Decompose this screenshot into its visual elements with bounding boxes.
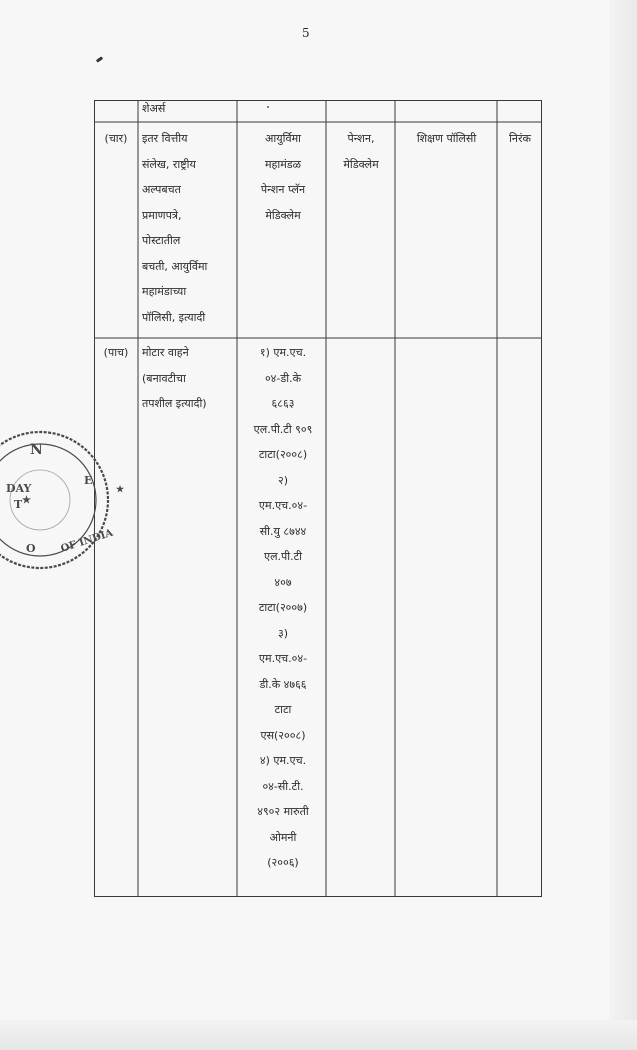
detail-line: २) (277, 473, 288, 487)
detail-line: ३) (277, 626, 288, 640)
row-4-col5: शिक्षण पॉलिसी (416, 132, 477, 145)
row-4-desc-line: अल्पबचत (142, 183, 181, 196)
detail-line: टाटा (274, 703, 292, 716)
detail-line: ४९०२ मारुती (257, 805, 309, 818)
row-5-details (242, 340, 324, 876)
stamp-left-text: DAY (6, 482, 32, 495)
page-number: 5 (302, 26, 310, 40)
detail-line: सी.यु ८७४४ (259, 524, 307, 538)
detail-line: ४०७ (274, 575, 292, 589)
stamp-bottom-left: O (26, 542, 36, 555)
detail-line: एम.एच.०४- (258, 499, 308, 512)
stamp-star-right: ★ (116, 485, 125, 495)
row-4-description (142, 126, 232, 330)
text-segment: वित्तीय (161, 132, 188, 145)
row-4-desc-line: पोस्टातील (142, 234, 181, 247)
detail-line: (२००६) (267, 856, 299, 869)
row-4-desc-line (142, 152, 232, 178)
scan-edge-bottom (0, 1020, 637, 1050)
detail-line: एल.पी.टी (263, 550, 303, 563)
detail-line: एस(२००८) (260, 728, 306, 742)
detail-line: मेडिक्लेम (265, 208, 301, 222)
row-4-col4 (330, 126, 392, 177)
row-5-number: (पाच) (103, 346, 129, 359)
scan-edge-right (609, 0, 637, 1050)
row-4-details (242, 126, 324, 228)
row-4-desc-line: बचती, आयुर्विमा (142, 259, 208, 273)
stamp-right-letter: E (84, 474, 93, 487)
pen-mark (96, 56, 103, 62)
detail-line: ०४-सी.टी. (262, 779, 304, 793)
stamp-star-left: ★ (22, 495, 31, 506)
detail-line: टाटा(२००८) (258, 448, 308, 461)
text-segment: वाहने (167, 346, 189, 359)
text-segment: मोटार (142, 346, 165, 359)
row-4-desc-line: महामंडाच्या (142, 285, 187, 298)
row-4-col6: निरंक (509, 132, 531, 145)
row-4-desc-line (142, 126, 232, 152)
text-segment: इतर (142, 132, 159, 145)
stamp-top-letter: N (30, 442, 43, 458)
row-5-description (142, 340, 232, 417)
row-4-desc-line: प्रमाणपत्रे, (142, 208, 182, 222)
detail-line: एल.पी.टी ९०९ (253, 422, 313, 436)
col4-line: मेडिक्लेम (343, 157, 379, 171)
detail-line: महामंडळ (264, 157, 302, 171)
detail-line: आयुर्विमा (264, 132, 301, 145)
detail-line: ०४-डी.के (264, 371, 302, 385)
detail-line: एम.एच.०४- (258, 652, 308, 665)
row-4-number: (चार) (104, 132, 128, 145)
detail-line: ६८६३ (271, 397, 295, 410)
detail-line: डी.के ४७६६ (259, 677, 307, 691)
row-5-desc-line: तपशील इत्यादी) (142, 397, 207, 410)
text-segment: संलेख, (142, 157, 170, 171)
detail-line: ४) एम.एच. (259, 754, 307, 767)
asset-table (94, 100, 542, 897)
detail-line: ओमनी (269, 830, 297, 844)
text-segment: राष्ट्रीय (172, 157, 196, 171)
stamp-left-text-2: T (14, 498, 23, 511)
detail-line: १) एम.एच. (259, 346, 307, 359)
row-5-desc-line: (बनावटीचा (142, 371, 186, 385)
top-row-desc: शेअर्स (142, 102, 166, 115)
notary-stamp (0, 420, 140, 580)
row-4-desc-line: पॉलिसी, इत्यादी (142, 310, 206, 324)
detail-line: पेन्शन प्लॅन (260, 183, 306, 196)
stamp-bottom-text: OF INDIA (59, 527, 115, 555)
detail-line: टाटा(२००७) (258, 601, 308, 614)
col4-line: पेन्शन, (347, 132, 375, 145)
row-5-desc-line (142, 340, 232, 366)
